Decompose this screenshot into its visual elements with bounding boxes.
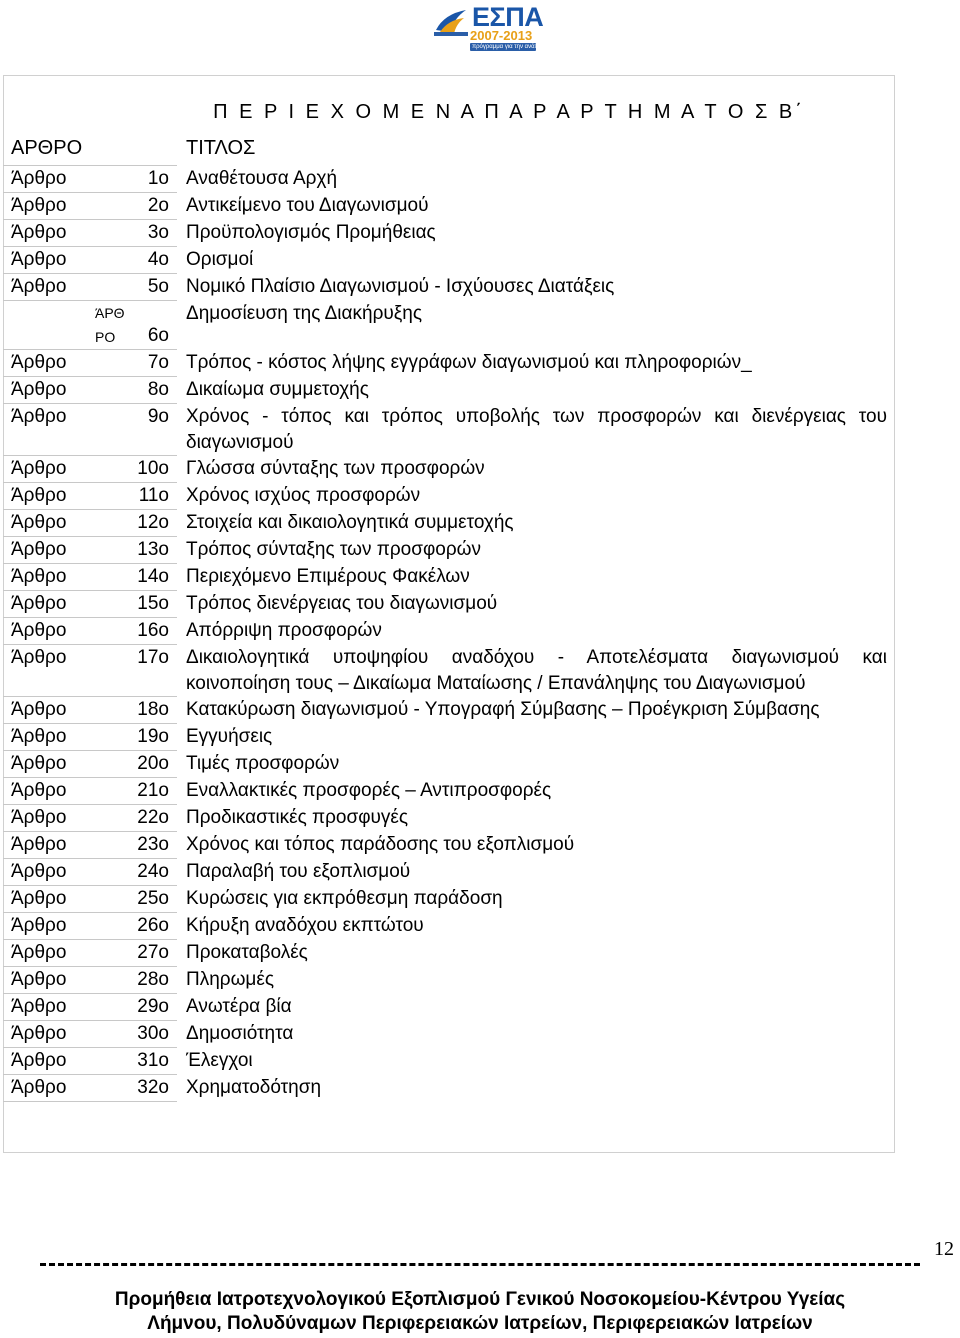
article-label: Άρθρο xyxy=(3,404,125,456)
table-row xyxy=(3,564,895,591)
article-title: Περιεχόμενο Επιμέρους Φακέλων xyxy=(186,565,470,587)
article-title: Κυρώσεις για εκπρόθεσμη παράδοση xyxy=(186,887,503,909)
footer-divider xyxy=(40,1263,920,1266)
table-row xyxy=(3,404,895,456)
table-row xyxy=(3,697,895,724)
article-number: 29ο xyxy=(125,994,177,1021)
footer-line-1: Προμήθεια Ιατροτεχνολογικού Εξοπλισμού Γενικού Νοσοκομείου-Κέντρου Υγείας xyxy=(114,1289,846,1310)
article-number: 26ο xyxy=(125,913,177,940)
article-number: 20ο xyxy=(125,751,177,778)
article-label: Άρθρο xyxy=(3,1075,125,1102)
article-label: Άρθρο xyxy=(3,967,125,994)
article-number: 22ο xyxy=(125,805,177,832)
table-row xyxy=(3,220,895,247)
article-label: Άρθρο xyxy=(3,166,125,193)
article-number: 15ο xyxy=(125,591,177,618)
logo-brand: ΕΣΠΑ xyxy=(472,2,544,32)
article-number: 24ο xyxy=(125,859,177,886)
article-title: Δημοσιότητα xyxy=(186,1022,294,1044)
article-title: Προδικαστικές προσφυγές xyxy=(186,806,409,828)
table-row xyxy=(3,350,895,377)
article-label: Άρθρο xyxy=(3,564,125,591)
footer-line-2: Λήμνου, Πολυδύναμων Περιφερειακών Ιατρείων, Περιφερειακών Ιατρείων xyxy=(147,1313,813,1334)
logo-years: 2007-2013 xyxy=(470,28,533,43)
table-row xyxy=(3,456,895,483)
article-label: Άρθρο xyxy=(3,751,125,778)
table-row xyxy=(3,377,895,404)
article-title: Έλεγχοι xyxy=(186,1049,253,1071)
article-title: Εγγυήσεις xyxy=(186,725,273,747)
table-row xyxy=(3,940,895,967)
article-number: 10ο xyxy=(125,456,177,483)
article-title: Αναθέτουσα Αρχή xyxy=(186,167,338,189)
article-title: Γλώσσα σύνταξης των προσφορών xyxy=(186,457,485,479)
column-header-title: ΤΙΤΛΟΣ xyxy=(186,137,256,159)
greek-eu-flag-icon xyxy=(434,8,468,36)
table-row xyxy=(3,886,895,913)
table-row xyxy=(3,994,895,1021)
article-number: 25ο xyxy=(125,886,177,913)
article-label: Άρθρο xyxy=(3,697,125,724)
article-label: Άρθρο xyxy=(3,247,125,274)
article-title: Προκαταβολές xyxy=(186,941,308,963)
article-title: Τρόπος διενέργειας του διαγωνισμού xyxy=(186,592,498,614)
article-number: 30ο xyxy=(125,1021,177,1048)
article-number: 5ο xyxy=(125,274,177,301)
article-label: Άρθρο xyxy=(3,940,125,967)
article-label: Άρθρο xyxy=(3,886,125,913)
article-label: Άρθρο xyxy=(3,537,125,564)
article-number: 31ο xyxy=(125,1048,177,1075)
article-title: Δημοσίευση της Διακήρυξης xyxy=(186,302,423,324)
table-row xyxy=(3,483,895,510)
table-row xyxy=(3,247,895,274)
table-heading-row xyxy=(3,75,895,135)
article-label: Άρθρο xyxy=(3,832,125,859)
article-title: Αντικείμενο του Διαγωνισμού xyxy=(186,194,429,216)
table-row xyxy=(3,510,895,537)
article-title: Ανωτέρα βία xyxy=(186,995,292,1017)
article-title: Χρόνος και τόπος παράδοσης του εξοπλισμού xyxy=(186,833,575,855)
article-title: Παραλαβή του εξοπλισμού xyxy=(186,860,411,882)
table-row xyxy=(3,751,895,778)
article-number: 17ο xyxy=(125,645,177,697)
column-header-article: ΑΡΘΡΟ xyxy=(3,135,125,166)
article-label: Άρθρο xyxy=(3,913,125,940)
contents-heading: Π Ε Ρ Ι Ε Χ Ο Μ Ε Ν Α Π Α Ρ Α Ρ Τ Η Μ Α Τ Ο Σ Β΄ xyxy=(213,101,805,123)
article-label: Άρθρο xyxy=(3,220,125,247)
table-row xyxy=(3,645,895,697)
table-row xyxy=(3,166,895,193)
article-number: 18ο xyxy=(125,697,177,724)
article-label: Άρθρο xyxy=(3,591,125,618)
article-title: Προϋπολογισμός Προμήθειας xyxy=(186,221,436,243)
article-title: Τρόπος σύνταξης των προσφορών xyxy=(186,538,481,560)
contents-table xyxy=(3,75,895,1102)
article-number: 21ο xyxy=(125,778,177,805)
article-number: 28ο xyxy=(125,967,177,994)
table-row xyxy=(3,859,895,886)
article-label: Άρθρο xyxy=(3,1048,125,1075)
article-title: Εναλλακτικές προσφορές – Αντιπροσφορές xyxy=(186,779,552,801)
espa-logo xyxy=(434,2,551,56)
article-number: 12ο xyxy=(125,510,177,537)
article-number: 14ο xyxy=(125,564,177,591)
table-row xyxy=(3,274,895,301)
table-row xyxy=(3,805,895,832)
table-row xyxy=(3,913,895,940)
page-number: 12 xyxy=(934,1238,954,1260)
article-title: Τρόπος - κόστος λήψης εγγράφων διαγωνισμού και πληροφοριών_ xyxy=(186,351,752,373)
table-row xyxy=(3,301,895,350)
article-label: Άρθρο xyxy=(3,483,125,510)
article-label: Άρθρο xyxy=(3,805,125,832)
article-label: Άρθρο xyxy=(3,456,125,483)
article-number: 19ο xyxy=(125,724,177,751)
article-title: Απόρριψη προσφορών xyxy=(186,619,382,641)
table-row xyxy=(3,1048,895,1075)
article-number: 9ο xyxy=(125,404,177,456)
article-label: Άρθρο xyxy=(3,350,125,377)
article-number: 7ο xyxy=(125,350,177,377)
article-label: Άρθρο xyxy=(3,994,125,1021)
article-title: Νομικό Πλαίσιο Διαγωνισμού - Ισχύουσες Διατάξεις xyxy=(186,275,615,297)
article-title: Χρόνος - τόπος και τρόπος υποβολής των προσφορών και διενέργειας του διαγωνισμού xyxy=(186,405,887,453)
article-title: Δικαιολογητικά υποψηφίου αναδόχου - Αποτελέσματα διαγωνισμού και κοινοποίηση τους – Δικαίωμα Ματαίωσης / Επανάληψης του Διαγωνισμού xyxy=(186,646,887,694)
article-number: 16ο xyxy=(125,618,177,645)
table-row xyxy=(3,1021,895,1048)
article-title: Χρηματοδότηση xyxy=(186,1076,322,1098)
article-label: Άρθρο xyxy=(3,724,125,751)
article-label: Άρθρο xyxy=(3,778,125,805)
article-label: ΆΡΘ ΡΟ xyxy=(3,301,125,350)
article-label: Άρθρο xyxy=(3,377,125,404)
article-title: Ορισμοί xyxy=(186,248,254,270)
table-row xyxy=(3,724,895,751)
article-title: Πληρωμές xyxy=(186,968,275,990)
logo-tagline: πρόγραμμα για την ανάπτυξη xyxy=(472,44,551,50)
article-number: 32ο xyxy=(125,1075,177,1102)
article-number: 27ο xyxy=(125,940,177,967)
article-title: Στοιχεία και δικαιολογητικά συμμετοχής xyxy=(186,511,514,533)
article-number: 8ο xyxy=(125,377,177,404)
article-label: Άρθρο xyxy=(3,859,125,886)
article-title: Χρόνος ισχύος προσφορών xyxy=(186,484,421,506)
article-label: Άρθρο xyxy=(3,1021,125,1048)
table-row xyxy=(3,618,895,645)
table-row xyxy=(3,967,895,994)
article-label: Άρθρο xyxy=(3,618,125,645)
article-label: Άρθρο xyxy=(3,510,125,537)
article-number: 13ο xyxy=(125,537,177,564)
table-row xyxy=(3,591,895,618)
article-title: Κατακύρωση διαγωνισμού - Υπογραφή Σύμβασης – Προέγκριση Σύμβασης xyxy=(186,698,820,720)
article-number: 2ο xyxy=(125,193,177,220)
article-number: 4ο xyxy=(125,247,177,274)
article-number: 23ο xyxy=(125,832,177,859)
table-header-row xyxy=(3,135,895,166)
article-label: Άρθρο xyxy=(3,645,125,697)
article-number: 11ο xyxy=(125,483,177,510)
table-row xyxy=(3,778,895,805)
article-title: Δικαίωμα συμμετοχής xyxy=(186,378,369,400)
table-row xyxy=(3,537,895,564)
table-row xyxy=(3,832,895,859)
table-row xyxy=(3,1075,895,1102)
article-label: Άρθρο xyxy=(3,193,125,220)
article-number: 3ο xyxy=(125,220,177,247)
article-number: 1ο xyxy=(125,166,177,193)
article-number: 6ο xyxy=(125,301,177,350)
article-label: Άρθρο xyxy=(3,274,125,301)
article-title: Τιμές προσφορών xyxy=(186,752,340,774)
article-title: Κήρυξη αναδόχου εκπτώτου xyxy=(186,914,424,936)
table-row xyxy=(3,193,895,220)
